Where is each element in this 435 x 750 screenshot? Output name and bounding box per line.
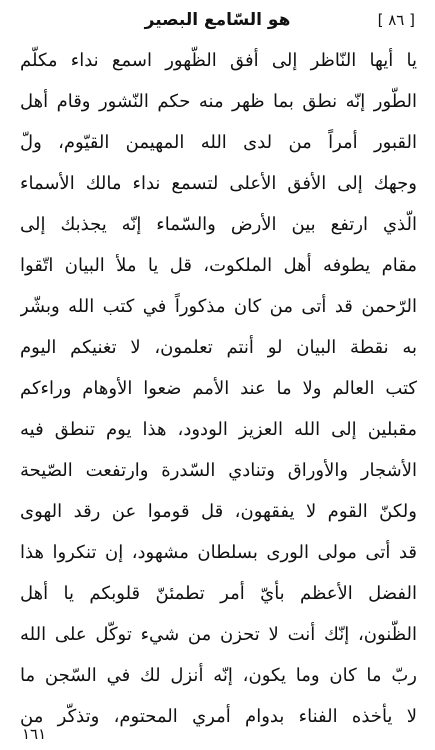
tablet-number: [ ٨٦ ] [377,11,415,29]
page-number: ١٦١ [22,725,47,743]
text-line: ربّ ما كان وما يكون، إنّه أنزل لك في السّجن ما [20,665,417,686]
text-line: الأشجار والأوراق وتنادي السّدرة وارتفعت الصّيحة [20,460,417,481]
body-text [20,40,417,737]
text-line: الرّحمن قد أتى من كان مذكوراً في كتب الله وبشّر [20,296,417,317]
text-line: الفضل الأعظم بأيّ أمر تطمئنّ قلوبكم يا أهل [20,583,417,604]
page-header [20,6,415,36]
text-line: وجهك إلى الأفق الأعلى لتسمع نداء مالك الأسماء [20,173,417,194]
page-title: هو السّامع البصير [144,10,291,30]
text-line: لا يأخذه الفناء بدوام أمري المحتوم، وتذكّر من [20,706,417,727]
text-line: به نقطة البيان لو أنتم تعلمون، لا تغنيكم اليوم [20,337,417,358]
text-line: القبور أمراً من لدى الله المهيمن القيّوم، ولّ [20,132,417,153]
text-line: ولكنّ القوم لا يفقهون، قل قوموا عن رقد الهوى [20,501,417,522]
text-line: الظّنون، إنّك أنت لا تحزن من شيء توكّل على الله [20,624,417,645]
text-line: كتب العالم ولا ما عند الأمم ضعوا الأوهام وراءكم [20,378,417,399]
text-line: مقام يطوفه أهل الملكوت، قل يا ملأ البيان اتّقوا [20,255,417,276]
text-line: الطّور إنّه نطق بما ظهر منه حكم النّشور وقام أهل [20,91,417,112]
text-line: الّذي ارتفع بين الأرض والسّماء إنّه يجذبك إلى [20,214,417,235]
text-line: قد أتى مولى الورى بسلطان مشهود، إن تنكروا هذا [20,542,417,563]
text-line: مقبلين إلى الله العزيز الودود، هذا يوم تنطق فيه [20,419,417,440]
text-line: يا أيها النّاظر إلى أفق الظّهور اسمع نداء مكلّم [20,50,417,71]
